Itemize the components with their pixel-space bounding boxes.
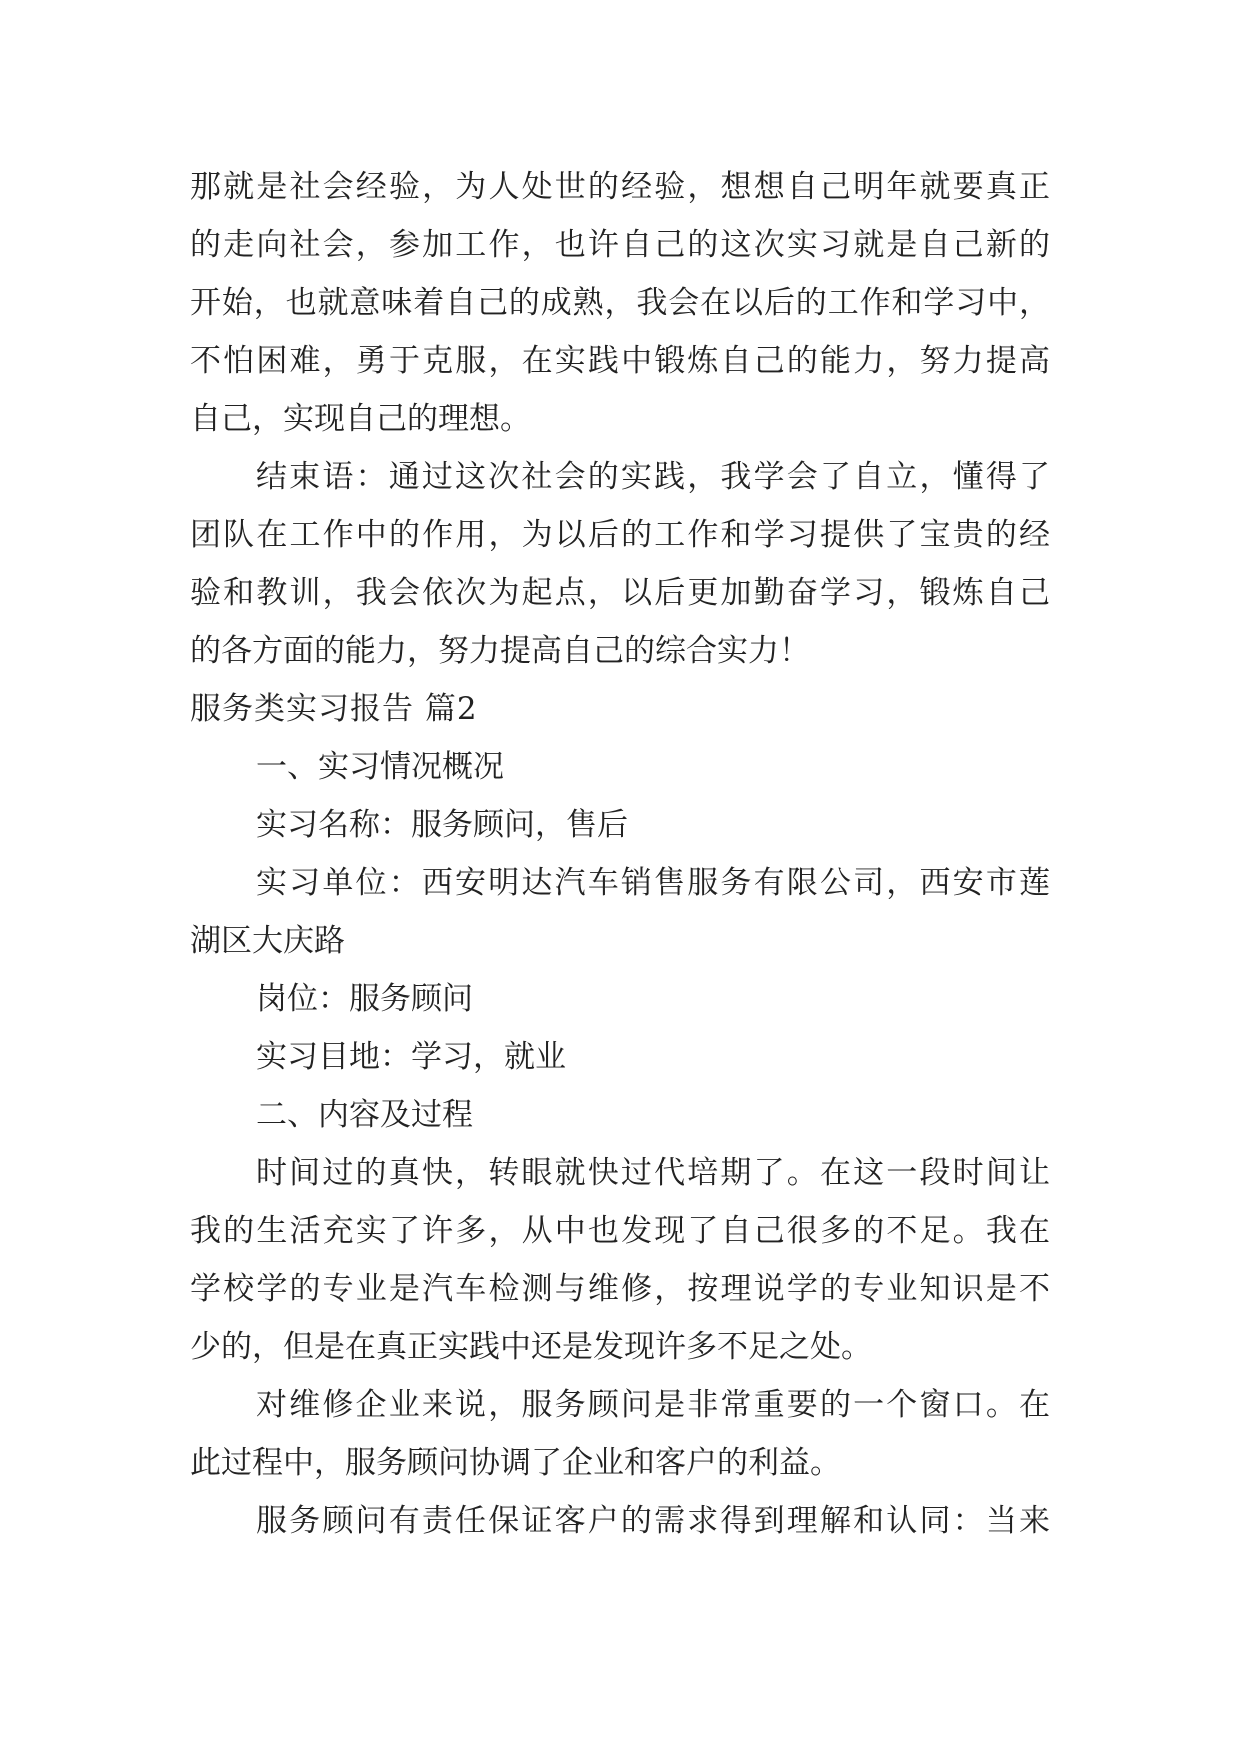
text-line: 我的生活充实了许多，从中也发现了自己很多的不足。我在 [190,1213,1050,1249]
text-line: 的走向社会，参加工作，也许自己的这次实习就是自己新的 [190,227,1050,263]
text-line: 二、内容及过程 [256,1097,473,1133]
text-line: 对维修企业来说，服务顾问是非常重要的一个窗口。在 [256,1387,1050,1423]
document-body [190,158,1050,1550]
text-line: 不怕困难，勇于克服，在实践中锻炼自己的能力，努力提高 [190,343,1050,379]
text-line: 团队在工作中的作用，为以后的工作和学习提供了宝贵的经 [190,517,1050,553]
text-line: 验和教训，我会依次为起点，以后更加勤奋学习，锻炼自己 [190,575,1050,611]
text-line: 一、实习情况概况 [256,749,504,785]
text-line: 开始，也就意味着自己的成熟，我会在以后的工作和学习中， [190,285,1050,321]
text-line: 那就是社会经验，为人处世的经验，想想自己明年就要真正 [190,169,1050,205]
text-line: 实习单位：西安明达汽车销售服务有限公司，西安市莲 [256,865,1050,901]
text-line: 湖区大庆路 [190,923,345,959]
text-line: 自己，实现自己的理想。 [190,401,531,437]
text-line: 结束语：通过这次社会的实践，我学会了自立，懂得了 [256,459,1050,495]
text-line: 学校学的专业是汽车检测与维修，按理说学的专业知识是不 [190,1271,1050,1307]
text-line: 实习名称：服务顾问，售后 [256,807,628,843]
text-line: 少的，但是在真正实践中还是发现许多不足之处。 [190,1329,872,1365]
text-line: 此过程中，服务顾问协调了企业和客户的利益。 [190,1445,841,1481]
text-line: 时间过的真快，转眼就快过代培期了。在这一段时间让 [256,1155,1050,1191]
text-line: 的各方面的能力，努力提高自己的综合实力！ [190,633,810,669]
text-line: 岗位：服务顾问 [256,981,473,1017]
text-line: 服务顾问有责任保证客户的需求得到理解和认同：当来 [256,1503,1050,1539]
section-heading: 服务类实习报告 篇2 [190,691,478,727]
text-line: 实习目地：学习，就业 [256,1039,566,1075]
